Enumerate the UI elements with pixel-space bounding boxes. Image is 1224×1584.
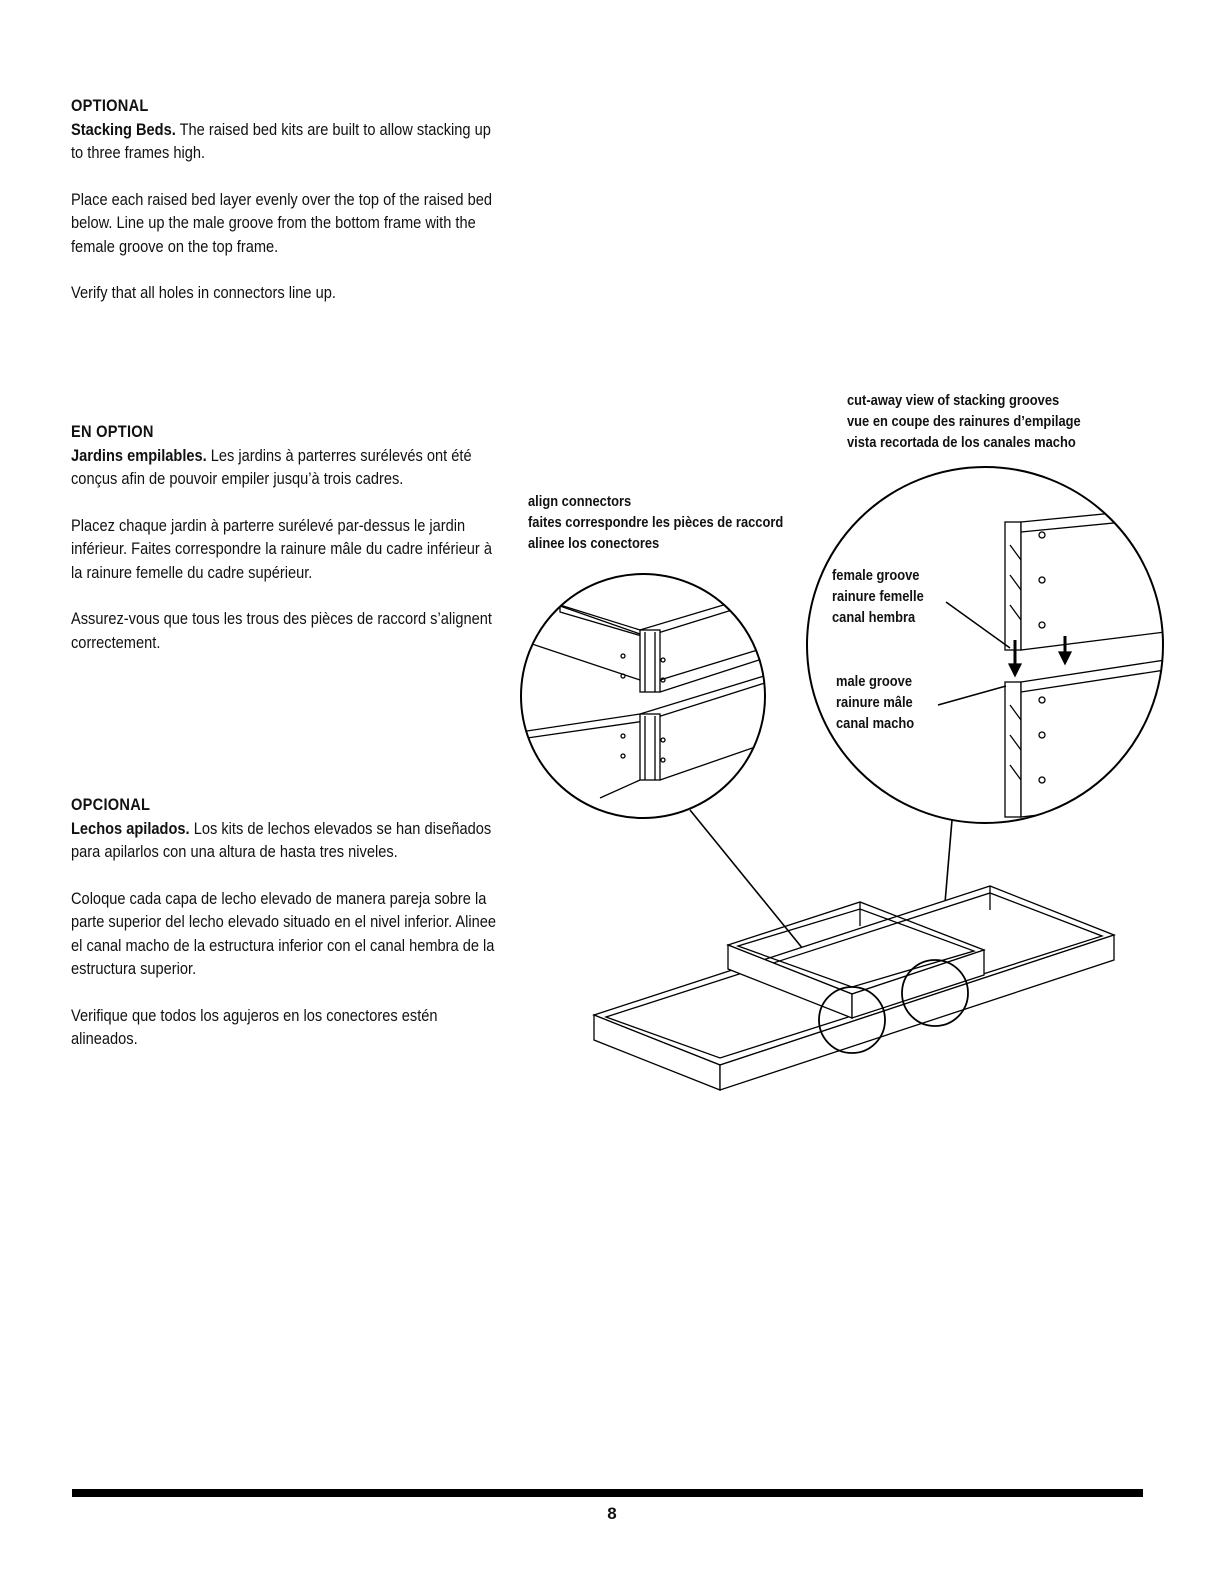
placement-paragraph: Placez chaque jardin à parterre surélevé par-dessus le jardin inférieur. Faites correspondre la rainure mâle du cadre inférieur à la rainure femelle du cadre supérieur. [71, 515, 492, 582]
verify-paragraph: Verify that all holes in connectors line up. [71, 283, 336, 302]
placement-paragraph: Place each raised bed layer evenly over the top of the raised bed below. Line up the male groove from the bottom frame with the female groove on the top frame. [71, 189, 492, 256]
heading-optional: OPTIONAL [71, 96, 149, 115]
bottom-frame [594, 886, 1114, 1090]
female-label-en: female groove [832, 567, 920, 584]
female-label-fr: rainure femelle [832, 588, 924, 605]
heading-opcional: OPCIONAL [71, 795, 151, 814]
female-groove-label [832, 565, 924, 628]
male-label-fr: rainure mâle [836, 694, 913, 711]
lead-text: Les jardins à parterres surélevés ont été conçus afin de pouvoir empiler jusqu’à trois cadres. [71, 445, 472, 488]
page-number: 8 [607, 1504, 617, 1523]
lead-text: Los kits de lechos elevados se han diseñados para apilarlos con una altura de hasta tres niveles. [71, 818, 492, 861]
align-label-es: alinee los conectores [528, 535, 660, 552]
lead-bold: Jardins empilables. [71, 445, 207, 465]
footer-rule [72, 1489, 1143, 1497]
lead-bold: Lechos apilados. [71, 818, 190, 838]
male-label-es: canal macho [836, 715, 915, 732]
heading-en-option: EN OPTION [71, 422, 154, 441]
male-label-en: male groove [836, 673, 913, 690]
cutaway-label-fr: vue en coupe des rainures d’empilage [847, 413, 1081, 430]
lead-text: The raised bed kits are built to allow stacking up to three frames high. [71, 119, 491, 162]
cutaway-label [847, 390, 1081, 453]
verify-paragraph: Verifique que todos los agujeros en los conectores estén alineados. [71, 1005, 438, 1048]
male-groove-label [836, 671, 914, 734]
align-connectors-label [528, 491, 783, 554]
label-pointers [938, 602, 1010, 705]
placement-paragraph: Coloque cada capa de lecho elevado de manera pareja sobre la parte superior del lecho elevado situado en el nivel inferior. Alinee el canal macho de la estructura inferior con el canal hembra de la estructura superior. [71, 888, 497, 978]
align-label-fr: faites correspondre les pièces de raccord [528, 514, 784, 531]
groove-cutaway-view [1005, 508, 1165, 817]
lead-bold: Stacking Beds. [71, 119, 176, 139]
verify-paragraph: Assurez-vous que tous les trous des pièces de raccord s’alignent correctement. [71, 609, 492, 652]
connector-magnified-view [520, 585, 790, 798]
align-label-en: align connectors [528, 493, 632, 510]
cutaway-label-en: cut-away view of stacking grooves [847, 392, 1060, 409]
cutaway-label-es: vista recortada de los canales macho [847, 434, 1076, 451]
female-label-es: canal hembra [832, 609, 916, 626]
